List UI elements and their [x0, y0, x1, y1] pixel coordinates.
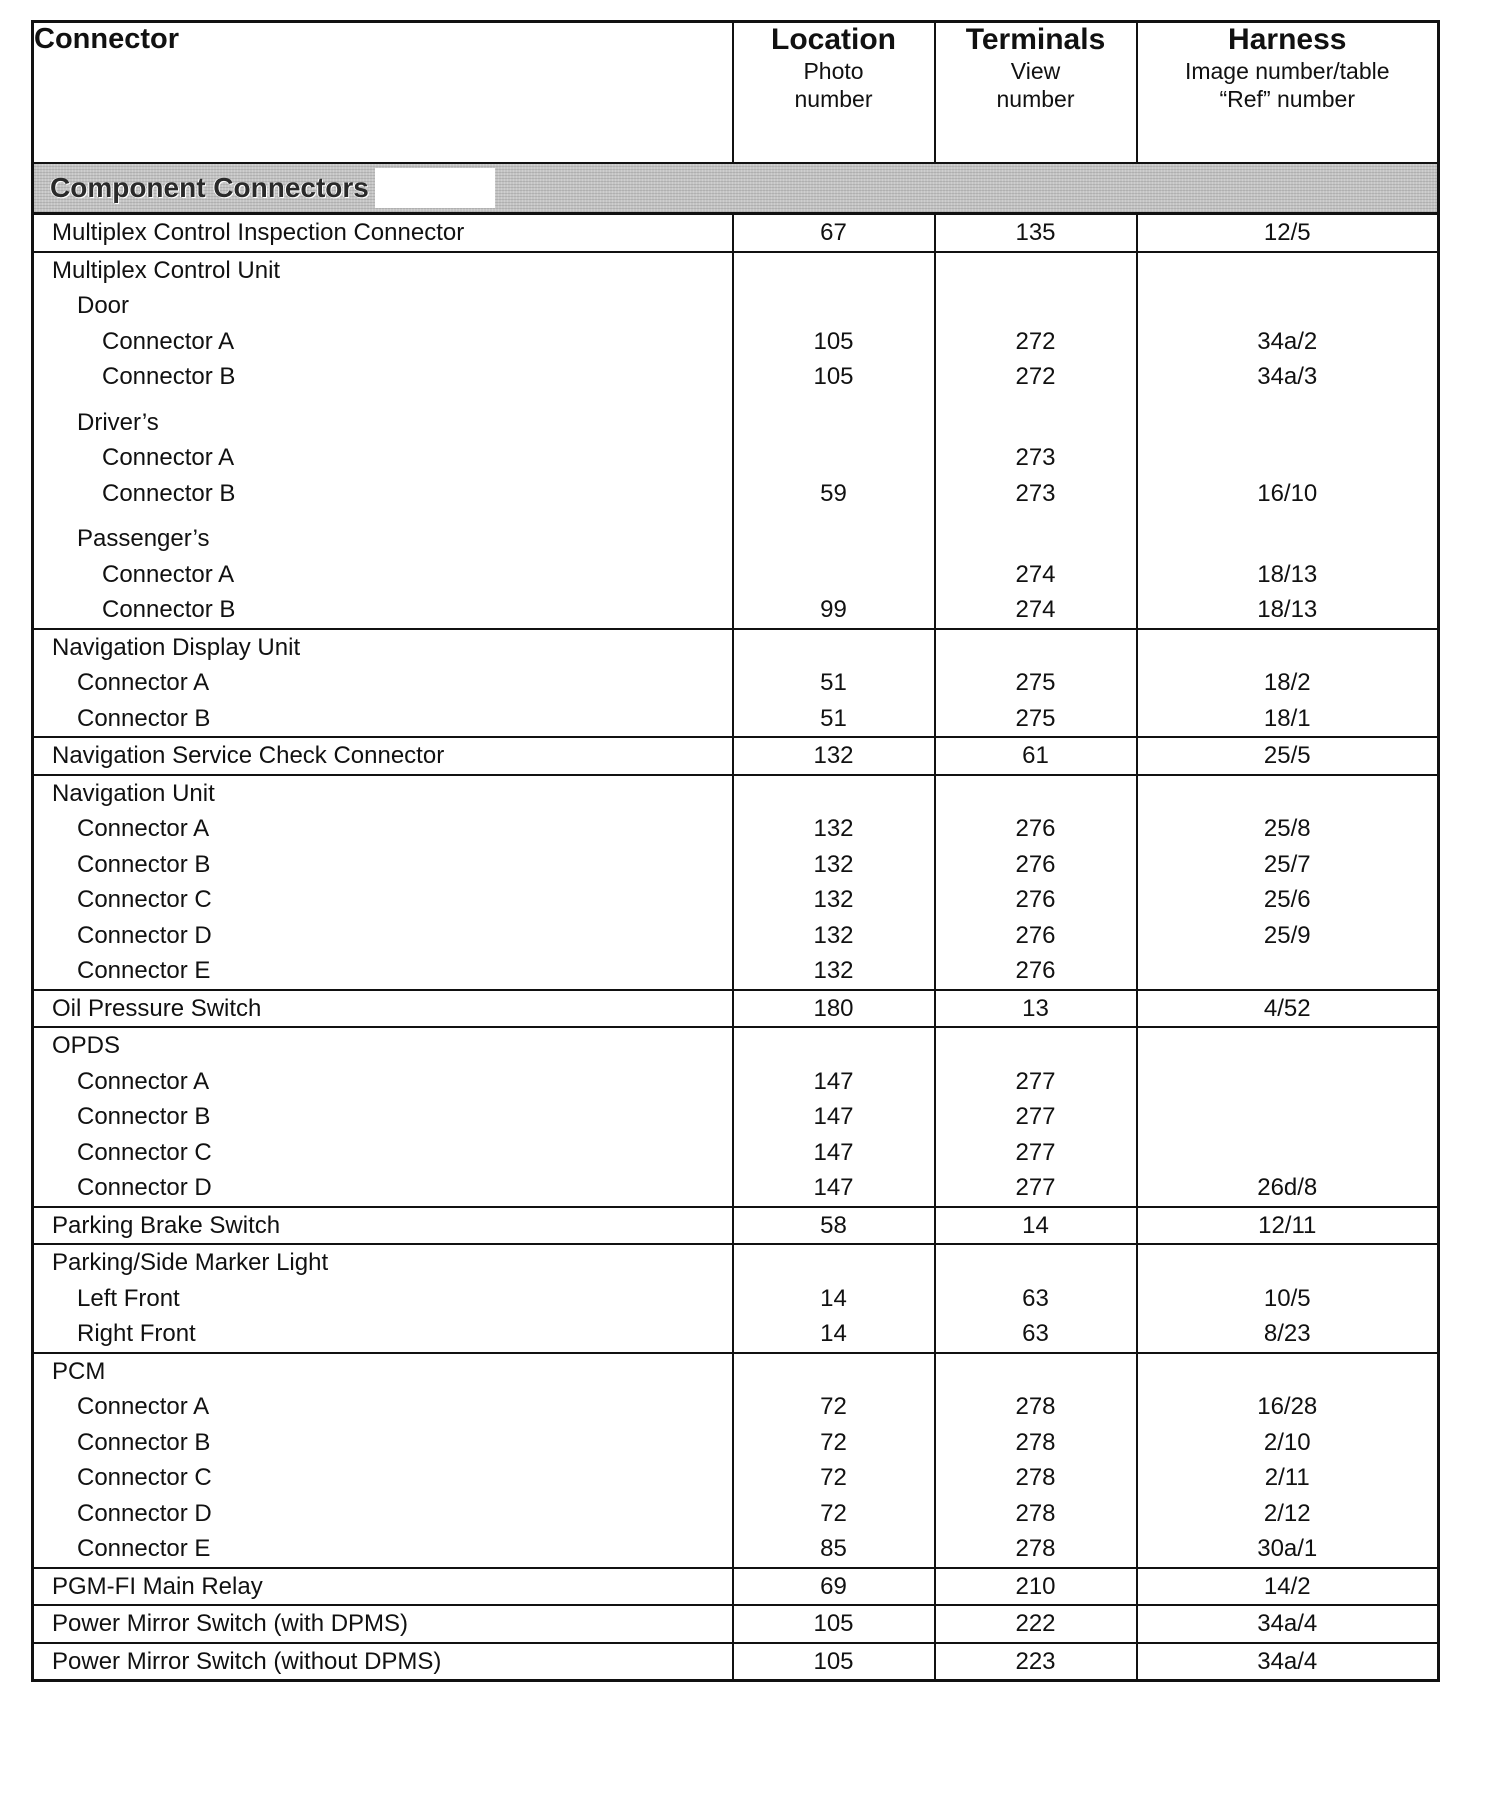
location-value: 147 — [813, 1067, 854, 1095]
location-cell — [733, 990, 935, 1028]
section-cell — [33, 163, 1439, 214]
location-value: 105 — [813, 363, 854, 390]
harness-value — [1138, 253, 1438, 289]
harness-value: 18/1 — [1263, 704, 1311, 732]
row-spacer — [34, 511, 732, 521]
harness-value — [1138, 405, 1438, 441]
terminals-value: 277 — [1015, 1103, 1056, 1130]
harness-value: 12/5 — [1263, 219, 1311, 246]
terminals-value — [936, 776, 1136, 812]
connector-name: Parking/Side Marker Light — [52, 1249, 329, 1276]
harness-cell — [1137, 1605, 1439, 1643]
location-cell — [733, 1244, 935, 1353]
connector-name: Multiplex Control Unit — [52, 256, 281, 284]
location-value: 14 — [820, 1284, 847, 1312]
connector-cell — [33, 1643, 733, 1681]
location-value — [734, 1028, 934, 1064]
harness-cell — [1137, 1353, 1439, 1568]
terminals-cell — [935, 737, 1137, 775]
connector-name: Connector C — [77, 1464, 212, 1491]
terminals-value: 278 — [1015, 1393, 1056, 1420]
header-harness — [1137, 22, 1439, 164]
row-spacer — [1138, 395, 1438, 405]
terminals-value: 272 — [1015, 327, 1056, 355]
terminals-value: 272 — [1015, 363, 1056, 390]
location-value: 72 — [820, 1393, 847, 1420]
connector-name: Multiplex Control Inspection Connector — [52, 219, 465, 246]
location-cell — [733, 214, 935, 252]
terminals-value: 277 — [1015, 1174, 1056, 1201]
terminals-value: 278 — [1015, 1428, 1056, 1456]
location-value: 72 — [820, 1499, 847, 1527]
terminals-value: 63 — [1022, 1320, 1049, 1347]
connector-cell — [33, 214, 733, 252]
terminals-cell — [935, 1353, 1137, 1568]
terminals-value: 210 — [1015, 1572, 1056, 1600]
harness-value — [1138, 630, 1438, 666]
header-harness-title: Harness — [1228, 23, 1347, 56]
location-value: 99 — [820, 596, 847, 623]
harness-value: 2/10 — [1263, 1428, 1311, 1456]
harness-cell — [1137, 990, 1439, 1028]
terminals-value: 276 — [1015, 815, 1056, 842]
connector-name: Connector A — [102, 327, 235, 355]
terminals-value: 273 — [1015, 479, 1056, 507]
section-blank-box — [375, 168, 495, 208]
terminals-value — [936, 1028, 1136, 1064]
connector-name: Connector A — [102, 560, 235, 588]
location-cell — [733, 1027, 935, 1207]
table-group — [33, 1027, 1439, 1207]
terminals-value: 276 — [1015, 921, 1056, 949]
connector-name: Connector B — [77, 1428, 211, 1456]
location-cell — [733, 1568, 935, 1606]
terminals-cell — [935, 1244, 1137, 1353]
terminals-value: 14 — [1022, 1211, 1049, 1239]
section-title: Component Connectors — [50, 172, 369, 203]
connector-name: Driver’s — [77, 408, 159, 436]
header-terminals-sub-1: View — [1010, 58, 1061, 84]
location-cell — [733, 737, 935, 775]
terminals-cell — [935, 629, 1137, 738]
harness-value — [1138, 1064, 1438, 1100]
location-value — [734, 776, 934, 812]
harness-value: 18/2 — [1263, 669, 1311, 696]
location-value: 59 — [820, 479, 847, 507]
terminals-cell — [935, 1568, 1137, 1606]
terminals-value: 278 — [1015, 1535, 1056, 1562]
harness-value: 14/2 — [1263, 1572, 1311, 1600]
location-value — [734, 440, 934, 476]
harness-cell — [1137, 737, 1439, 775]
harness-value: 34a/2 — [1257, 327, 1318, 355]
location-value: 14 — [820, 1320, 847, 1347]
connector-name: Connector B — [77, 850, 211, 878]
table-group — [33, 1605, 1439, 1643]
terminals-value: 275 — [1015, 704, 1056, 732]
header-location-title: Location — [771, 23, 896, 56]
terminals-cell — [935, 775, 1137, 990]
location-cell — [733, 1207, 935, 1245]
header-location-sub-2: number — [794, 86, 873, 112]
harness-cell — [1137, 252, 1439, 629]
terminals-value: 13 — [1022, 994, 1049, 1022]
connector-name: PCM — [52, 1357, 106, 1385]
harness-value — [1138, 440, 1438, 476]
connector-name: Connector A — [77, 669, 210, 696]
harness-value: 18/13 — [1257, 560, 1318, 588]
table-group — [33, 990, 1439, 1028]
connector-name: Connector E — [77, 957, 211, 984]
terminals-value: 222 — [1015, 1610, 1056, 1637]
table-group — [33, 214, 1439, 252]
row-spacer — [1138, 511, 1438, 521]
harness-value: 8/23 — [1263, 1320, 1311, 1347]
connector-name: Connector C — [77, 886, 212, 913]
connector-name: Parking Brake Switch — [52, 1211, 281, 1239]
connector-name: Connector A — [77, 1393, 210, 1420]
connector-name: Door — [77, 292, 130, 319]
location-cell — [733, 252, 935, 629]
harness-value: 16/10 — [1257, 479, 1318, 507]
table-group — [33, 1207, 1439, 1245]
location-value: 72 — [820, 1464, 847, 1491]
harness-value — [1138, 776, 1438, 812]
location-value — [734, 630, 934, 666]
terminals-cell — [935, 1207, 1137, 1245]
terminals-cell — [935, 990, 1137, 1028]
terminals-cell — [935, 1643, 1137, 1681]
location-value — [734, 405, 934, 441]
row-spacer — [34, 395, 732, 405]
connector-cell — [33, 1027, 733, 1207]
connector-name: PGM-FI Main Relay — [52, 1572, 263, 1600]
location-value: 58 — [820, 1211, 847, 1239]
table-group — [33, 629, 1439, 738]
connector-name: Connector A — [102, 444, 235, 471]
header-terminals-title: Terminals — [965, 23, 1106, 56]
connector-name: Oil Pressure Switch — [52, 994, 262, 1022]
connector-name: Navigation Display Unit — [52, 633, 301, 661]
connector-name: Power Mirror Switch (with DPMS) — [52, 1610, 409, 1637]
connector-cell — [33, 1353, 733, 1568]
location-value: 132 — [813, 957, 854, 984]
harness-value: 18/13 — [1257, 596, 1318, 623]
location-value: 51 — [820, 704, 847, 732]
harness-cell — [1137, 1643, 1439, 1681]
terminals-cell — [935, 252, 1137, 629]
location-value — [734, 288, 934, 324]
table-group — [33, 252, 1439, 629]
terminals-cell — [935, 214, 1137, 252]
harness-value: 25/7 — [1263, 850, 1311, 878]
harness-value: 26d/8 — [1257, 1174, 1318, 1201]
table-group — [33, 1244, 1439, 1353]
harness-cell — [1137, 1027, 1439, 1207]
connector-name: OPDS — [52, 1032, 121, 1059]
table-group — [33, 737, 1439, 775]
harness-value — [1138, 1245, 1438, 1281]
terminals-value: 278 — [1015, 1464, 1056, 1491]
harness-value — [1138, 521, 1438, 557]
location-value: 147 — [813, 1174, 854, 1201]
table-group — [33, 1568, 1439, 1606]
location-value: 105 — [813, 1647, 854, 1675]
terminals-value — [936, 1245, 1136, 1281]
header-connector: Connector — [33, 22, 733, 164]
terminals-value — [936, 1354, 1136, 1390]
connector-name: Connector B — [77, 1103, 211, 1130]
terminals-value: 274 — [1015, 596, 1056, 623]
connector-table — [31, 20, 1440, 1682]
location-value — [734, 1245, 934, 1281]
terminals-cell — [935, 1027, 1137, 1207]
connector-name: Connector A — [77, 1067, 210, 1095]
location-value: 105 — [813, 327, 854, 355]
harness-value — [1138, 953, 1438, 989]
location-value: 72 — [820, 1428, 847, 1456]
harness-cell — [1137, 1244, 1439, 1353]
harness-value: 34a/4 — [1257, 1610, 1318, 1637]
terminals-cell — [935, 1605, 1137, 1643]
harness-value: 2/12 — [1263, 1499, 1311, 1527]
connector-cell — [33, 629, 733, 738]
harness-cell — [1137, 775, 1439, 990]
harness-value — [1138, 1135, 1438, 1171]
location-cell — [733, 1643, 935, 1681]
harness-value: 25/9 — [1263, 921, 1311, 949]
terminals-value: 275 — [1015, 669, 1056, 696]
terminals-value: 63 — [1022, 1284, 1049, 1312]
location-value: 132 — [813, 850, 854, 878]
location-value — [734, 521, 934, 557]
harness-value: 25/6 — [1263, 886, 1311, 913]
terminals-value: 276 — [1015, 850, 1056, 878]
terminals-value — [936, 288, 1136, 324]
location-value — [734, 1354, 934, 1390]
header-harness-sub-1: Image number/table — [1184, 58, 1390, 84]
connector-cell — [33, 1568, 733, 1606]
harness-value: 12/11 — [1258, 1211, 1317, 1239]
location-cell — [733, 1353, 935, 1568]
harness-value: 30a/1 — [1257, 1535, 1318, 1562]
connector-name: Power Mirror Switch (without DPMS) — [52, 1647, 442, 1675]
connector-cell — [33, 775, 733, 990]
harness-cell — [1137, 1568, 1439, 1606]
terminals-value: 274 — [1015, 560, 1056, 588]
harness-value: 4/52 — [1263, 994, 1311, 1022]
row-spacer — [936, 395, 1136, 405]
header-harness-sub-2: “Ref” number — [1219, 86, 1355, 112]
location-value — [734, 557, 934, 593]
connector-cell — [33, 1244, 733, 1353]
location-value: 132 — [813, 815, 854, 842]
harness-value — [1138, 1028, 1438, 1064]
terminals-value: 135 — [1015, 219, 1056, 246]
location-value: 147 — [813, 1138, 854, 1166]
location-value: 147 — [813, 1103, 854, 1130]
terminals-value: 278 — [1015, 1499, 1056, 1527]
section-row — [33, 163, 1439, 214]
connector-cell — [33, 990, 733, 1028]
terminals-value — [936, 521, 1136, 557]
connector-name: Connector B — [102, 479, 236, 507]
location-value: 180 — [813, 994, 854, 1022]
header-terminals-sub-2: number — [996, 86, 1075, 112]
connector-name: Connector A — [77, 815, 210, 842]
header-terminals — [935, 22, 1137, 164]
harness-value — [1138, 1099, 1438, 1135]
harness-value: 34a/4 — [1257, 1647, 1318, 1675]
harness-value: 25/5 — [1263, 742, 1311, 769]
location-value: 51 — [820, 669, 847, 696]
harness-value: 34a/3 — [1257, 363, 1318, 390]
location-value: 85 — [820, 1535, 847, 1562]
table-group — [33, 1643, 1439, 1681]
harness-value: 2/11 — [1264, 1464, 1310, 1491]
row-spacer — [734, 511, 934, 521]
terminals-value — [936, 253, 1136, 289]
terminals-value: 276 — [1015, 957, 1056, 984]
connector-name: Connector D — [77, 921, 212, 949]
harness-value: 10/5 — [1263, 1284, 1311, 1312]
connector-name: Connector C — [77, 1138, 212, 1166]
header-location — [733, 22, 935, 164]
connector-name: Connector B — [102, 363, 236, 390]
connector-name: Navigation Service Check Connector — [52, 742, 445, 769]
connector-name: Connector B — [77, 704, 211, 732]
connector-name: Connector E — [77, 1535, 211, 1562]
location-value: 67 — [820, 219, 847, 246]
connector-name: Left Front — [77, 1284, 180, 1312]
terminals-value: 223 — [1015, 1647, 1056, 1675]
connector-name: Right Front — [77, 1320, 196, 1347]
connector-cell — [33, 1605, 733, 1643]
header-location-sub-1: Photo — [803, 58, 864, 84]
terminals-value: 276 — [1015, 886, 1056, 913]
row-spacer — [936, 511, 1136, 521]
connector-name: Connector D — [77, 1499, 212, 1527]
terminals-value: 277 — [1015, 1138, 1056, 1166]
location-cell — [733, 629, 935, 738]
terminals-value: 61 — [1022, 742, 1049, 769]
connector-cell — [33, 1207, 733, 1245]
harness-value: 25/8 — [1263, 815, 1311, 842]
table-header — [33, 22, 1439, 164]
harness-cell — [1137, 629, 1439, 738]
location-cell — [733, 1605, 935, 1643]
harness-cell — [1137, 1207, 1439, 1245]
terminals-value: 273 — [1015, 444, 1056, 471]
connector-cell — [33, 252, 733, 629]
connector-name: Passenger’s — [77, 525, 210, 552]
harness-cell — [1137, 214, 1439, 252]
location-value: 105 — [813, 1610, 854, 1637]
terminals-value — [936, 405, 1136, 441]
location-cell — [733, 775, 935, 990]
location-value: 132 — [813, 886, 854, 913]
location-value: 132 — [813, 742, 854, 769]
terminals-value — [936, 630, 1136, 666]
harness-value: 16/28 — [1257, 1393, 1318, 1420]
location-value — [734, 253, 934, 289]
table-group — [33, 775, 1439, 990]
location-value: 132 — [813, 921, 854, 949]
connector-name: Navigation Unit — [52, 779, 215, 807]
table-group — [33, 1353, 1439, 1568]
connector-cell — [33, 737, 733, 775]
harness-value — [1138, 1354, 1438, 1390]
harness-value — [1138, 288, 1438, 324]
connector-name: Connector D — [77, 1174, 212, 1201]
terminals-value: 277 — [1015, 1067, 1056, 1095]
location-value: 69 — [820, 1572, 847, 1600]
connector-name: Connector B — [102, 596, 236, 623]
row-spacer — [734, 395, 934, 405]
